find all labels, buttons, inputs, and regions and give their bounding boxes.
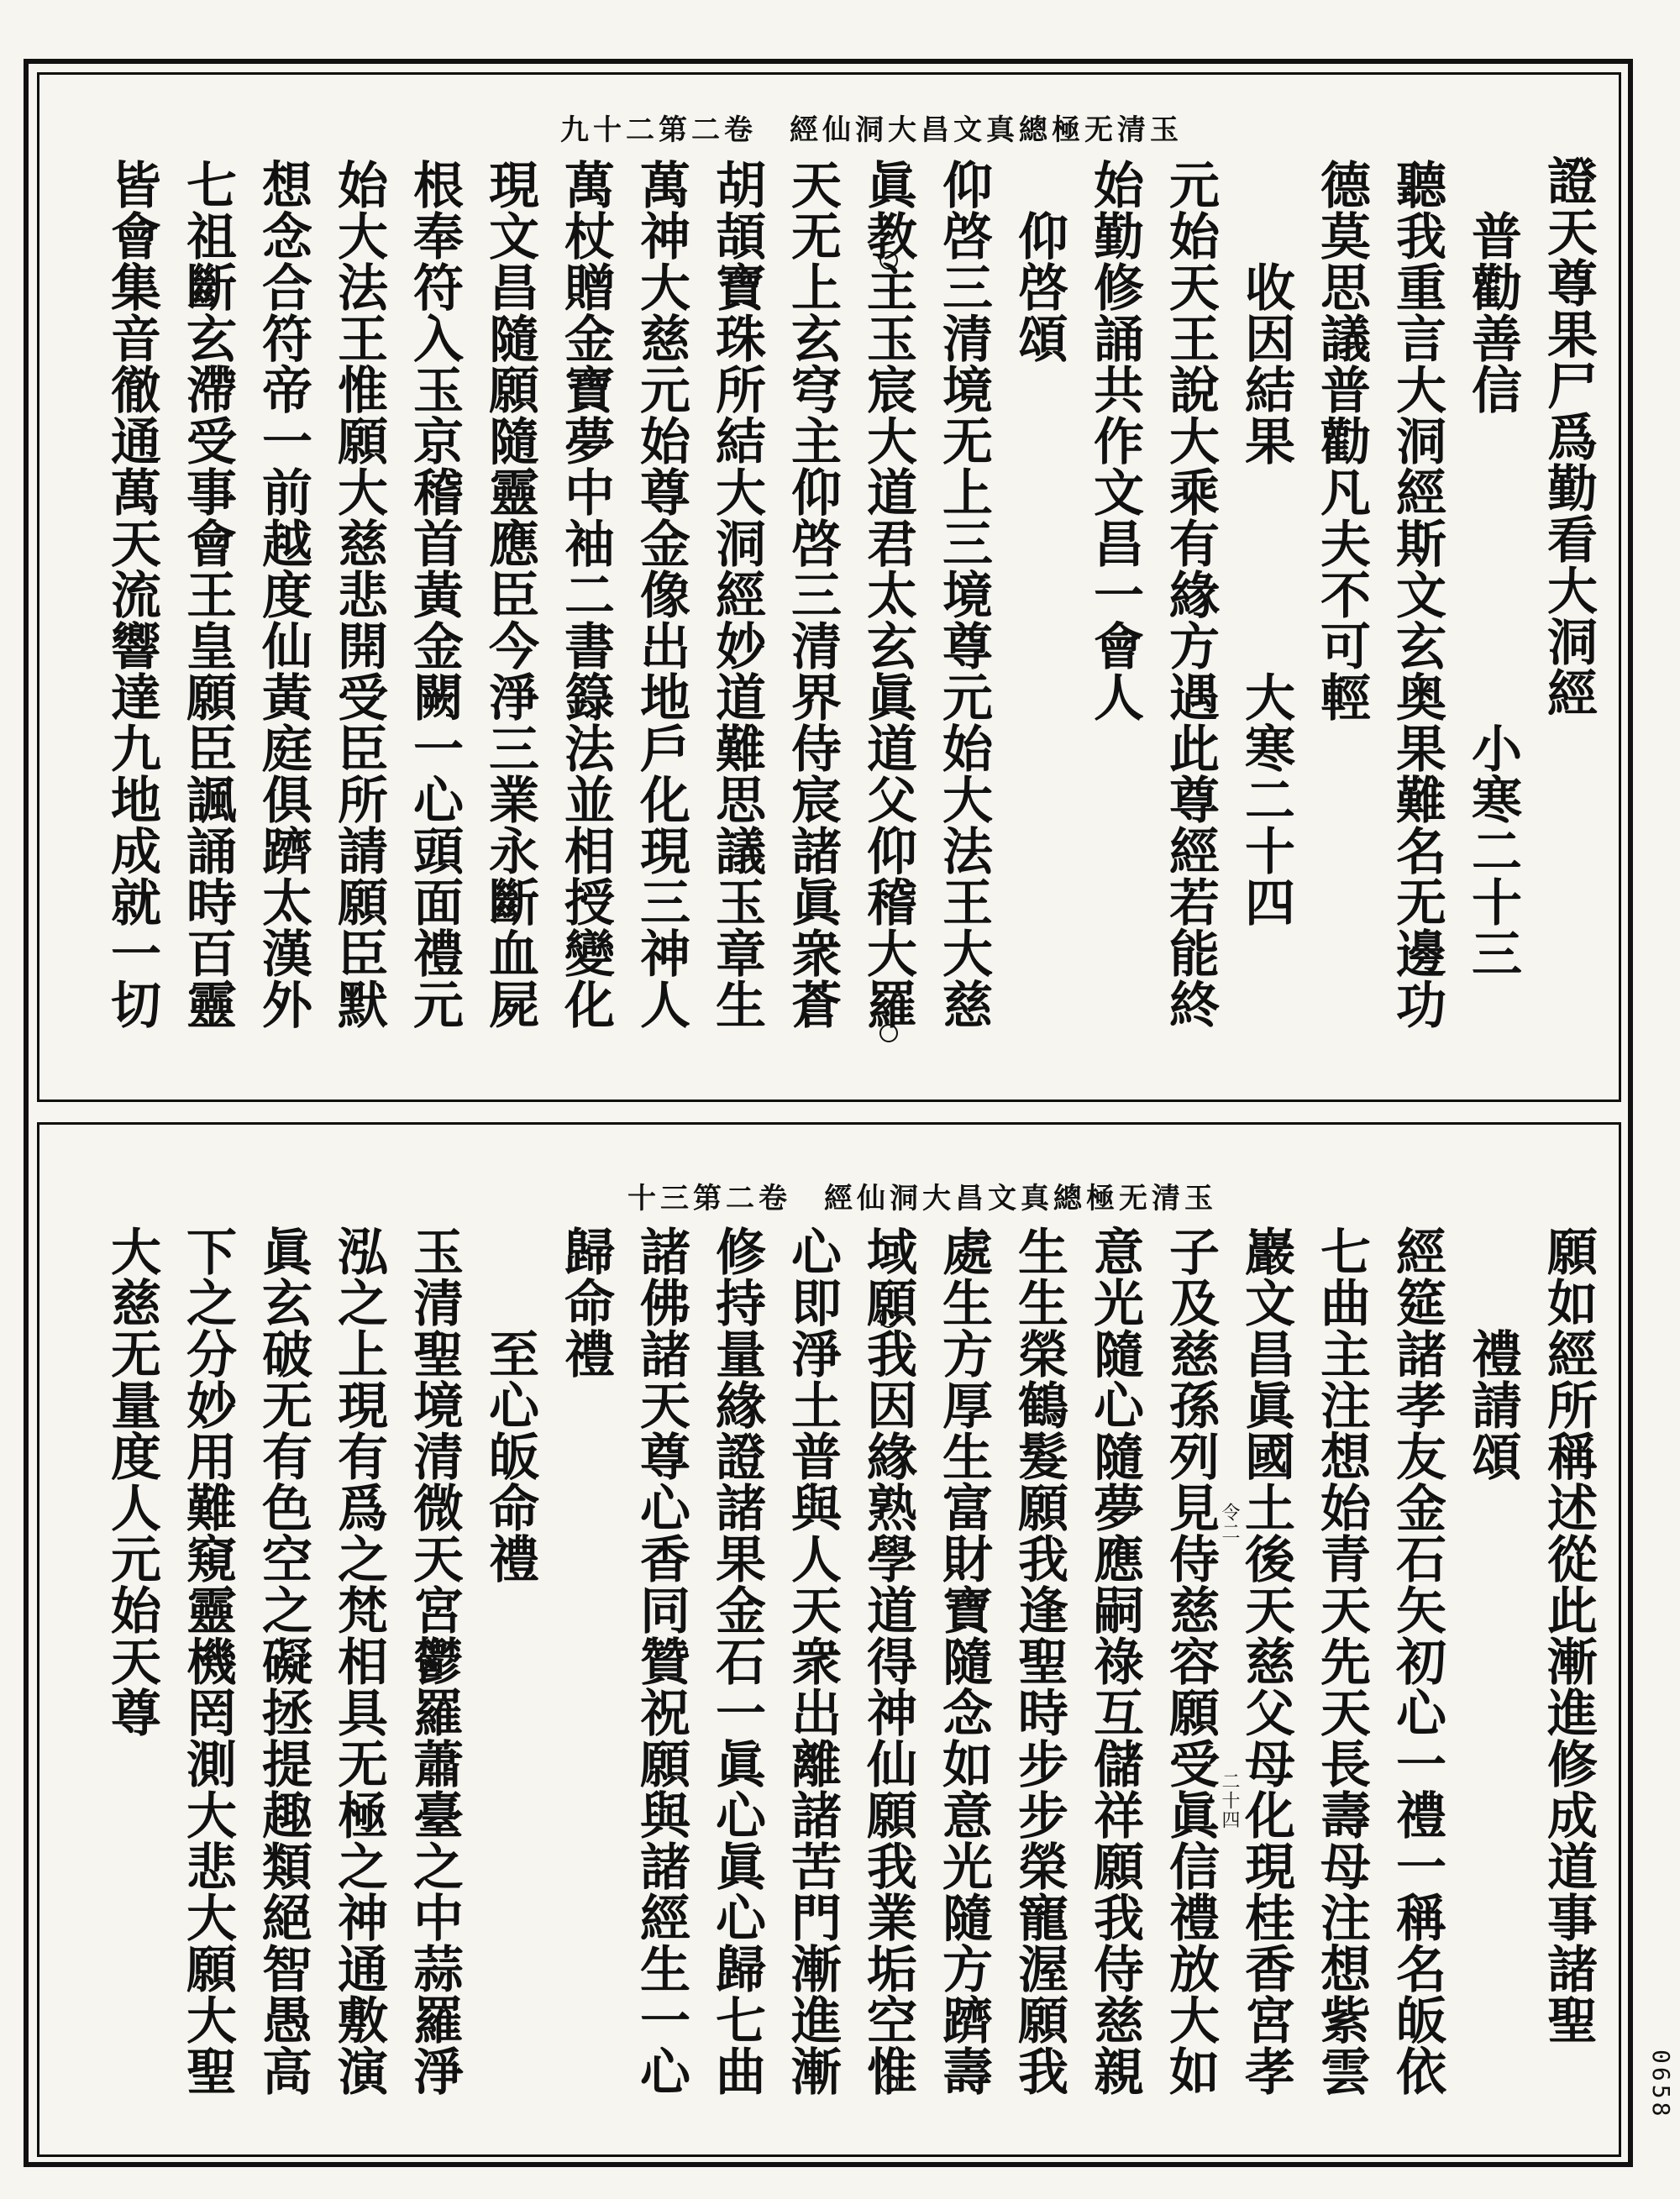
bottom-column-1: 願如經所稱述從此漸進修成道事諸聖 [1539, 1225, 1598, 2045]
top-column-11: 天无上玄穹主仰啓三清界侍宸諸眞衆蒼 [783, 159, 842, 1030]
top-panel [37, 72, 1621, 1102]
top-column-8: 仰啓頌 [1010, 159, 1068, 364]
bottom-column-6: 子及慈孫列見侍慈容願受眞信禮放大如 [1161, 1225, 1220, 2097]
bottom-column-9: 處生方厚生富財寶隨念如意光隨方躋壽 [934, 1225, 993, 2097]
bottom-column-11: 心即淨土普與人天衆出離諸苦門漸進漸 [783, 1225, 842, 2097]
top-column-18: 想念合符帝一前越度仙黃庭俱躋太漢外 [254, 159, 312, 1030]
top-column-4: 德莫思議普勸凡夫不可輕 [1312, 159, 1371, 722]
page-number: 0658 [1647, 2049, 1675, 2120]
circle-mark [879, 1309, 898, 1328]
bottom-column-14: 歸命禮 [556, 1225, 615, 1379]
top-column-1: 證天尊果尸爲勤看大洞經 [1539, 155, 1598, 718]
top-column-5: 收因結果 大寒二十四 [1236, 159, 1295, 927]
bottom-column-10: 域願我因緣熟學道得神仙願我業垢空惟 [858, 1225, 917, 2097]
bottom-column-12: 修持量緣證諸果金石一眞心眞心歸七曲 [707, 1225, 766, 2097]
bottom-column-13: 諸佛諸天尊心香同贊祝願與諸經生一心 [632, 1225, 690, 2097]
bottom-column-15: 至心皈命禮 [480, 1225, 539, 1584]
top-column-10: 眞教主玉宸大道君太玄眞道父仰稽大羅 [858, 159, 917, 1030]
bottom-column-7: 意光隨心隨夢應嗣祿互儲祥願我侍慈親 [1085, 1225, 1144, 2097]
circle-mark [879, 1024, 898, 1042]
bottom-running-header: 玉清无極總真文昌大洞仙經 卷二第三十 [627, 1182, 1217, 1215]
top-column-12: 胡頡寶珠所結大洞經妙道難思議玉章生 [707, 159, 766, 1030]
top-column-3: 聽我重言大洞經斯文玄奥果難名无邊功 [1388, 159, 1446, 1030]
top-column-6: 元始天王說大乘有緣方遇此尊經若能終 [1161, 159, 1220, 1030]
top-column-17: 始大法王惟願大慈悲開受臣所請願臣默 [329, 159, 388, 1030]
bottom-column-18: 眞玄破无有色空之礙拯提趣類絕智愚高 [254, 1225, 312, 2097]
bottom-column-4: 七曲主注想始青天先天長壽母注想紫雲 [1312, 1225, 1371, 2097]
top-column-20: 皆會集音徹通萬天流響達九地成就一切 [102, 159, 161, 1030]
bottom-column-16: 玉清聖境清微天宮鬱羅蕭臺之中蒜羅淨 [405, 1225, 464, 2097]
top-column-9: 仰啓三清境无上三境尊元始大法王大慈 [934, 159, 993, 1030]
bottom-column-2: 禮請頌 [1463, 1225, 1522, 1482]
circle-mark [879, 251, 898, 270]
bottom-column-19: 下之分妙用難窺靈機罔測大悲大願大聖 [178, 1225, 237, 2097]
top-column-7: 始勤修誦共作文昌一會人 [1085, 159, 1144, 722]
bottom-panel [37, 1122, 1621, 2157]
bottom-column-3: 經筵諸孝友金石矢初心一禮一稱名皈依 [1388, 1225, 1446, 2097]
marginal-marker: 二十四 [1219, 1771, 1240, 1829]
top-column-2: 普勸善信 小寒二十三 [1463, 159, 1522, 979]
top-column-13: 萬神大慈元始尊金像出地戶化現三神人 [632, 159, 690, 1030]
top-column-15: 現文昌隨願隨靈應臣今淨三業永斷血屍 [480, 159, 539, 1030]
bottom-column-8: 生生榮鶴髮願我逢聖時步步榮寵渥願我 [1010, 1225, 1068, 2097]
top-running-header: 玉清无極總真文昌大洞仙經 卷二第二十九 [560, 113, 1183, 147]
bottom-column-20: 大慈无量度人元始天尊 [102, 1225, 161, 1738]
marginal-marker: 令二 [1219, 1503, 1240, 1541]
bottom-column-5: 巖文昌眞國土後天慈父母化現桂香宮孝 [1236, 1225, 1295, 2097]
bottom-column-17: 泓之上現有爲之梵相具无極之神通敷演 [329, 1225, 388, 2097]
top-column-19: 七祖斷玄滯受事會王皇願臣諷誦時百靈 [178, 159, 237, 1030]
circle-mark [879, 2074, 898, 2092]
top-column-14: 萬杖贈金寶夢中袖二書籙法並相授變化 [556, 159, 615, 1030]
top-column-16: 根奉符入玉京稽首黃金闕一心頭面禮元 [405, 159, 464, 1030]
